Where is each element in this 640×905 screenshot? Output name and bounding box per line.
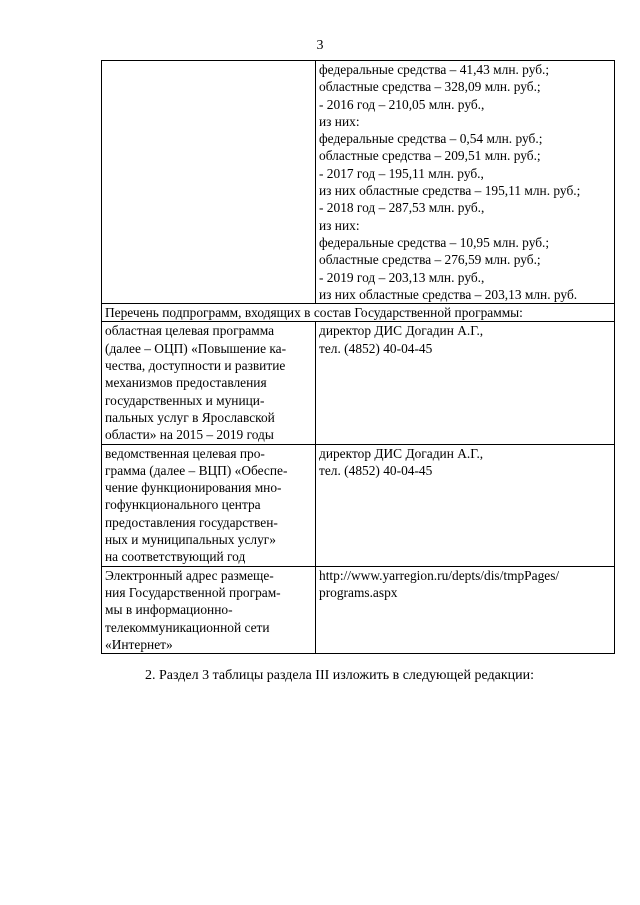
funding-label-cell <box>102 61 316 304</box>
cell-line: ведомственная целевая про- <box>105 445 265 461</box>
amendment-paragraph: 2. Раздел 3 таблицы раздела III изложить в следующей редакции: <box>145 668 535 683</box>
funding-line: - 2017 год – 195,11 млн. руб., <box>319 165 484 181</box>
responsible-cell <box>316 444 615 566</box>
cell-line: телекоммуникационной сети <box>105 619 270 635</box>
table-row <box>102 444 615 566</box>
cell-line: мы в информационно- <box>105 602 233 618</box>
funding-line: областные средства – 328,09 млн. руб.; <box>319 79 541 95</box>
cell-line: директор ДИС Догадин А.Г., <box>319 323 484 339</box>
cell-line: предоставления государствен- <box>105 514 278 530</box>
table-row <box>102 322 615 444</box>
funding-line: федеральные средства – 41,43 млн. руб.; <box>319 62 550 77</box>
cell-line: тел. (4852) 40-04-45 <box>319 462 433 478</box>
cell-line: областная целевая программа <box>105 323 275 339</box>
cell-line: тел. (4852) 40-04-45 <box>319 340 433 356</box>
web-address-label-cell <box>102 566 316 653</box>
funding-line: областные средства – 209,51 млн. руб.; <box>319 148 541 164</box>
funding-cell <box>316 61 615 304</box>
cell-line: ния Государственной програм- <box>105 584 281 600</box>
funding-line: - 2018 год – 287,53 млн. руб., <box>319 200 485 216</box>
program-passport-table <box>101 60 615 654</box>
subprogram-name-cell <box>102 322 316 444</box>
cell-line: чение функционирования мно- <box>105 480 282 496</box>
cell-line: директор ДИС Догадин А.Г., <box>319 445 484 461</box>
cell-line: государственных и муници- <box>105 392 265 408</box>
funding-row <box>102 61 615 304</box>
funding-line: - 2019 год – 203,13 млн. руб., <box>319 269 485 285</box>
cell-line: на соответствующий год <box>105 549 246 565</box>
web-address-link[interactable]: http://www.yarregion.ru/depts/dis/tmpPages/ <box>319 567 560 583</box>
cell-line: Электронный адрес размеще- <box>105 567 274 583</box>
subprograms-header: Перечень подпрограмм, входящих в состав Государственной программы: <box>102 304 615 322</box>
cell-line: области» на 2015 – 2019 годы <box>105 427 274 443</box>
subprograms-header-row <box>102 304 615 322</box>
subprogram-name-cell <box>102 444 316 566</box>
funding-line: областные средства – 276,59 млн. руб.; <box>319 252 541 268</box>
funding-line: федеральные средства – 10,95 млн. руб.; <box>319 234 550 250</box>
responsible-cell <box>316 322 615 444</box>
cell-line: механизмов предоставления <box>105 375 267 391</box>
web-address-cell <box>316 566 615 653</box>
cell-line: (далее – ОЦП) «Повышение ка- <box>105 340 287 356</box>
cell-line: грамма (далее – ВЦП) «Обеспе- <box>105 462 288 478</box>
page-number: 3 <box>316 38 324 53</box>
cell-line: гофункционального центра <box>105 497 261 513</box>
funding-line: из них: <box>319 217 360 233</box>
table-row <box>102 566 615 653</box>
cell-line: ных и муниципальных услуг» <box>105 532 276 548</box>
funding-line: из них: <box>319 113 360 129</box>
cell-line: «Интернет» <box>105 636 173 652</box>
web-address-link[interactable]: programs.aspx <box>319 584 398 600</box>
funding-line: из них областные средства – 203,13 млн. руб. <box>319 286 578 302</box>
cell-line: чества, доступности и развитие <box>105 358 286 374</box>
cell-line: пальных услуг в Ярославской <box>105 409 275 425</box>
funding-line: из них областные средства – 195,11 млн. руб.; <box>319 183 581 199</box>
funding-line: федеральные средства – 0,54 млн. руб.; <box>319 131 543 147</box>
funding-line: - 2016 год – 210,05 млн. руб., <box>319 96 485 112</box>
